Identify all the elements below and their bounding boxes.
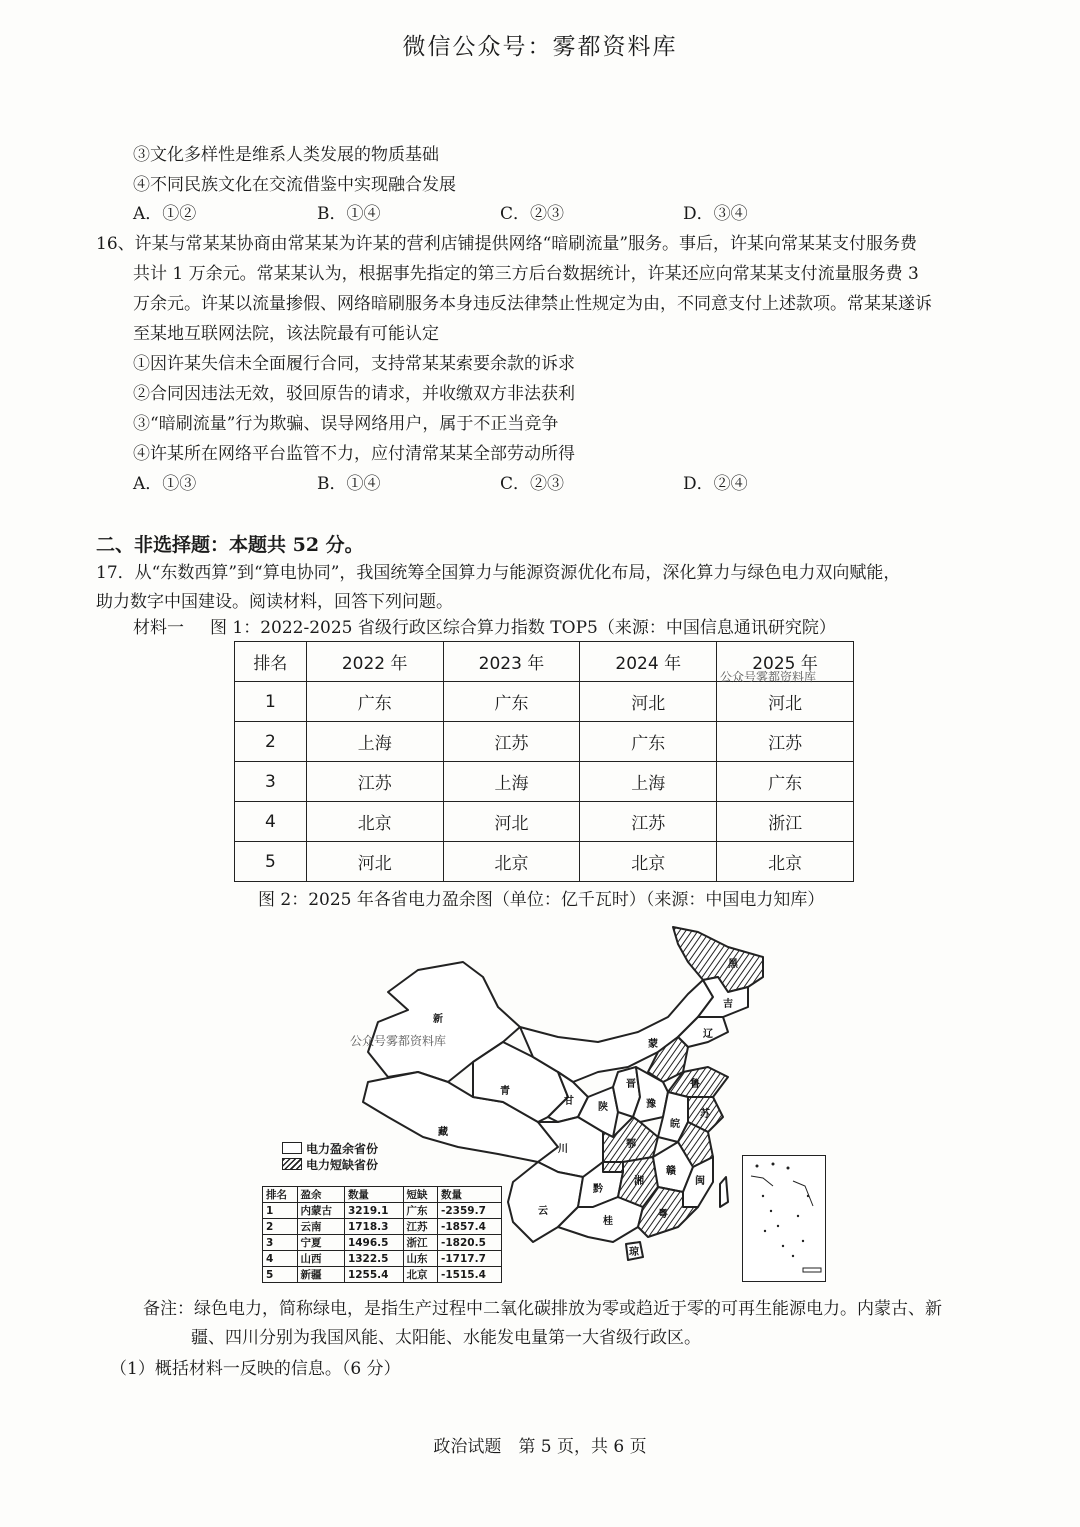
table-cell: 1255.4: [344, 1267, 403, 1283]
table-cell: 江苏: [443, 722, 580, 762]
map-label: 云: [538, 1206, 548, 1217]
page-footer: 政治试题 第 5 页，共 6 页: [433, 1437, 647, 1457]
q17-line-2: 助力数字中国建设。阅读材料，回答下列问题。: [96, 592, 453, 612]
q15-options: [133, 199, 833, 229]
table-cell: 3: [235, 762, 307, 802]
map-label: 晋: [626, 1079, 636, 1090]
map-label: 黑: [728, 959, 738, 970]
q16-item-1: ①因许某失信未全面履行合同，支持常某某索要余款的诉求: [133, 354, 575, 374]
map-label: 川: [558, 1144, 568, 1155]
map-label: 黔: [593, 1184, 603, 1195]
map-label: 鄂: [626, 1139, 636, 1150]
figure-1-caption: 图 1：2022-2025 省级行政区综合算力指数 TOP5（来源：中国信息通讯研究院）: [210, 618, 836, 638]
table-cell: 广东: [443, 682, 580, 722]
q16-item-2: ②合同因违法无效，驳回原告的请求，并收缴双方非法获利: [133, 384, 575, 404]
table-header-cell: 排名: [235, 642, 307, 682]
table-cell: 北京: [403, 1267, 438, 1283]
table-header-cell: 数量: [344, 1187, 403, 1203]
map-label: 赣: [666, 1166, 676, 1177]
section-heading: 二、非选择题：本题共 52 分。: [96, 534, 364, 556]
table-row: [263, 1219, 502, 1235]
page-header: 微信公众号：雾都资料库: [402, 34, 678, 60]
figure-2-caption: 图 2：2025 年各省电力盈余图（单位：亿千瓦时）（来源：中国电力知库）: [258, 890, 825, 910]
table-cell: 云南: [297, 1219, 344, 1235]
table-cell: 2: [235, 722, 307, 762]
table-cell: 上海: [306, 722, 443, 762]
table-header-cell: 2025 年: [717, 642, 854, 682]
q15-option-c: C．②③: [500, 204, 565, 224]
table-header-cell: 盈余: [297, 1187, 344, 1203]
legend-shortage-swatch: [282, 1158, 302, 1170]
table-header-cell: 数量: [438, 1187, 502, 1203]
q16-options: [133, 469, 833, 499]
table-cell: 北京: [580, 842, 717, 882]
table-row: [235, 842, 854, 882]
table-cell: 3: [263, 1235, 298, 1251]
note-line-2: 疆、四川分别为我国风能、太阳能、水能发电量第一大省级行政区。: [191, 1328, 701, 1348]
table-cell: 浙江: [403, 1235, 438, 1251]
legend-label: 电力盈余省份: [306, 1141, 379, 1156]
material-label: 材料一: [133, 618, 184, 638]
sub-question-1: （1）概括材料一反映的信息。（6 分）: [110, 1359, 401, 1379]
map-legend: [282, 1140, 378, 1172]
map-label: 新: [433, 1014, 443, 1025]
table-header-cell: 2024 年: [580, 642, 717, 682]
table-header-cell: 2022 年: [306, 642, 443, 682]
legend-item: [282, 1156, 378, 1172]
q17-line-1: 17．从“东数西算”到“算电协同”，我国统筹全国算力与能源资源优化布局，深化算力与绿色电力双向赋能，: [96, 563, 901, 583]
table-cell: 广东: [403, 1203, 438, 1219]
q16-item-3: ③“暗刷流量”行为欺骗、误导网络用户，属于不正当竞争: [133, 414, 559, 434]
table-cell: 1: [235, 682, 307, 722]
region-taiwan: [720, 1177, 728, 1207]
table-row: [263, 1251, 502, 1267]
table-header-cell: 2023 年: [443, 642, 580, 682]
table-cell: 1322.5: [344, 1251, 403, 1267]
watermark: 公众号雾都资料库: [350, 1034, 447, 1048]
map-label: 青: [500, 1086, 510, 1097]
map-label: 辽: [703, 1029, 713, 1040]
q16-line-3: 万余元。许某以流量掺假、网络暗刷服务本身违反法律禁止性规定为由，不同意支付上述款项。常某某遂诉: [133, 294, 932, 314]
south-china-sea-inset: [742, 1155, 826, 1282]
table-cell: 广东: [580, 722, 717, 762]
legend-surplus-swatch: [282, 1142, 302, 1154]
map-label: 陕: [598, 1102, 608, 1113]
table-row: [235, 802, 854, 842]
q15-item-3: ③文化多样性是维系人类发展的物质基础: [133, 145, 439, 165]
table-row: [263, 1267, 502, 1283]
q16-line-2: 共计 1 万余元。常某某认为，根据事先指定的第三方后台数据统计，许某还应向常某某支付流量服务费 3: [133, 264, 919, 284]
table-cell: -1717.7: [438, 1251, 502, 1267]
table-cell: 4: [235, 802, 307, 842]
table-cell: -1515.4: [438, 1267, 502, 1283]
map-label: 藏: [438, 1127, 448, 1138]
q16-line-1: 16、许某与常某某协商由常某某为许某的营利店铺提供网络“暗刷流量”服务。事后，许某向常某某支付服务费: [96, 234, 918, 254]
table-cell: 江苏: [403, 1219, 438, 1235]
table-cell: 河北: [306, 842, 443, 882]
table-cell: 上海: [443, 762, 580, 802]
map-label: 鲁: [690, 1079, 700, 1090]
q16-item-4: ④许某所在网络平台监管不力，应付清常某某全部劳动所得: [133, 444, 575, 464]
table-row: [235, 762, 854, 802]
map-label: 甘: [564, 1096, 574, 1107]
table-cell: 河北: [580, 682, 717, 722]
table-cell: 江苏: [717, 722, 854, 762]
table-cell: 5: [235, 842, 307, 882]
q15-item-4: ④不同民族文化在交流借鉴中实现融合发展: [133, 175, 456, 195]
q16-option-c: C．②③: [500, 474, 565, 494]
q16-option-b: B．①④: [317, 474, 381, 494]
table-header-cell: 短缺: [403, 1187, 438, 1203]
q15-option-b: B．①④: [317, 204, 381, 224]
table-header-cell: 排名: [263, 1187, 298, 1203]
table-header-row: [263, 1187, 502, 1203]
q16-line-4: 至某地互联网法院，该法院最有可能认定: [133, 324, 439, 344]
map-label: 粤: [658, 1209, 668, 1220]
table-cell: 2: [263, 1219, 298, 1235]
table-cell: -1820.5: [438, 1235, 502, 1251]
power-surplus-table: [262, 1186, 502, 1283]
table-cell: 北京: [443, 842, 580, 882]
map-label: 吉: [723, 999, 733, 1010]
inset-svg: [743, 1156, 825, 1281]
region-chongqing: [603, 1162, 623, 1172]
table-cell: 宁夏: [297, 1235, 344, 1251]
table-row: [263, 1235, 502, 1251]
table-cell: -2359.7: [438, 1203, 502, 1219]
legend-label: 电力短缺省份: [306, 1157, 379, 1172]
map-label: 湘: [634, 1176, 644, 1187]
legend-item: [282, 1140, 378, 1156]
map-label: 琼: [629, 1247, 639, 1258]
map-label: 闽: [695, 1176, 705, 1187]
table-cell: 山西: [297, 1251, 344, 1267]
q16-option-d: D．②④: [683, 474, 748, 494]
table-cell: 3219.1: [344, 1203, 403, 1219]
map-label: 蒙: [648, 1039, 658, 1050]
q15-option-d: D．③④: [683, 204, 748, 224]
table-cell: 上海: [580, 762, 717, 802]
table-cell: 北京: [717, 842, 854, 882]
table-cell: 山东: [403, 1251, 438, 1267]
table-cell: 江苏: [580, 802, 717, 842]
table-cell: 4: [263, 1251, 298, 1267]
watermark: 公众号雾都资料库: [720, 670, 817, 684]
table-row: [235, 682, 854, 722]
map-label: 豫: [646, 1099, 656, 1110]
table-cell: 新疆: [297, 1267, 344, 1283]
table-cell: 1496.5: [344, 1235, 403, 1251]
table-cell: 1718.3: [344, 1219, 403, 1235]
table-cell: 江苏: [306, 762, 443, 802]
table-cell: -1857.4: [438, 1219, 502, 1235]
table-row: [263, 1203, 502, 1219]
map-label: 苏: [700, 1109, 710, 1120]
table-cell: 河北: [717, 682, 854, 722]
table-row: [235, 722, 854, 762]
map-label: 桂: [603, 1216, 613, 1227]
table-cell: 浙江: [717, 802, 854, 842]
q15-option-a: A．①②: [133, 204, 197, 224]
note-line-1: 备注：绿色电力，简称绿电，是指生产过程中二氧化碳排放为零或趋近于零的可再生能源电力。内蒙古、新: [143, 1299, 942, 1319]
table-cell: 广东: [306, 682, 443, 722]
q16-option-a: A．①③: [133, 474, 197, 494]
map-label: 皖: [670, 1119, 680, 1130]
table-cell: 北京: [306, 802, 443, 842]
table-cell: 内蒙古: [297, 1203, 344, 1219]
table-cell: 1: [263, 1203, 298, 1219]
table-cell: 5: [263, 1267, 298, 1283]
table-cell: 河北: [443, 802, 580, 842]
table-cell: 广东: [717, 762, 854, 802]
